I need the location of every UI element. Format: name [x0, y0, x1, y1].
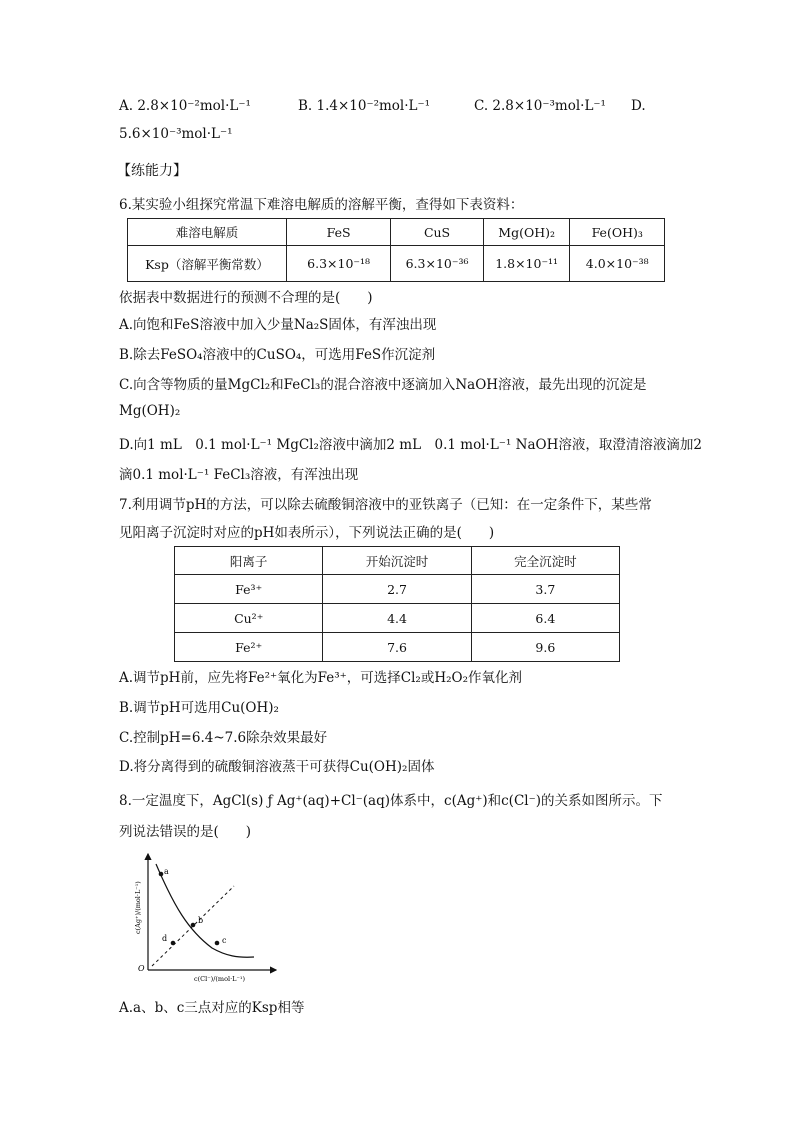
- q7-cell: 9.6: [471, 633, 619, 662]
- q7-option-d: D.将分离得到的硫酸铜溶液蒸干可获得Cu(OH)₂固体: [119, 759, 435, 775]
- q6-value-cell: 6.3×10⁻¹⁸: [286, 246, 390, 282]
- point-label-b: b: [198, 916, 204, 925]
- q7-cell: 4.4: [323, 604, 471, 633]
- q6-option-a: A.向饱和FeS溶液中加入少量Na₂S固体，有浑浊出现: [119, 317, 437, 333]
- origin-label: O: [138, 964, 145, 973]
- point-label-c: c: [222, 936, 227, 945]
- q6-option-c-cont: Mg(OH)₂: [119, 403, 181, 419]
- q6-header-cell: Fe(OH)₃: [570, 219, 665, 246]
- q7-ph-table: [174, 546, 620, 662]
- q7-cell: Fe²⁺: [175, 633, 323, 662]
- x-axis-label: c(Cl⁻)/(mol·L⁻¹): [194, 975, 246, 983]
- section-title: 【练能力】: [117, 163, 187, 179]
- q6-value-cell: 1.8×10⁻¹¹: [483, 246, 570, 282]
- q8-stem-line2: 列说法错误的是( ): [119, 824, 252, 840]
- point-label-a: a: [164, 867, 169, 876]
- point-d: [171, 941, 176, 946]
- q7-cell: 2.7: [323, 575, 471, 604]
- q6-ksp-table: [127, 218, 665, 282]
- q8-option-a: A.a、b、c三点对应的Ksp相等: [119, 1000, 305, 1016]
- q7-stem-line2: 见阳离子沉淀时对应的pH如表所示），下列说法正确的是( ): [119, 525, 495, 541]
- q6-option-d: D.向1 mL 0.1 mol·L⁻¹ MgCl₂溶液中滴加2 mL 0.1 mol·L⁻¹ NaOH溶液，取澄清溶液滴加2: [119, 437, 702, 453]
- q6-header-cell: FeS: [286, 219, 390, 246]
- q7-option-b: B.调节pH可选用Cu(OH)₂: [119, 700, 279, 716]
- point-a: [159, 872, 164, 877]
- q7-cell: 6.4: [471, 604, 619, 633]
- q6-value-cell: 6.3×10⁻³⁶: [391, 246, 484, 282]
- q7-cell: 3.7: [471, 575, 619, 604]
- q6-header-cell: CuS: [391, 219, 484, 246]
- q6-option-d-cont: 滴0.1 mol·L⁻¹ FeCl₃溶液，有浑浊出现: [119, 467, 359, 483]
- q6-option-b: B.除去FeSO₄溶液中的CuSO₄，可选用FeS作沉淀剂: [119, 347, 436, 363]
- q7-option-a: A.调节pH前，应先将Fe²⁺氧化为Fe³⁺，可选择Cl₂或H₂O₂作氧化剂: [119, 670, 522, 686]
- q6-row-label: Ksp（溶解平衡常数）: [128, 246, 287, 282]
- q5-option-d-value: 5.6×10⁻³mol·L⁻¹: [119, 126, 233, 142]
- q7-stem-line1: 7.利用调节pH的方法，可以除去硫酸铜溶液中的亚铁离子（已知：在一定条件下，某些常: [119, 497, 652, 513]
- q6-value-cell: 4.0×10⁻³⁸: [570, 246, 665, 282]
- q5-option-a: A. 2.8×10⁻²mol·L⁻¹: [119, 98, 251, 114]
- q7-header-cell: 开始沉淀时: [323, 547, 471, 575]
- q8-stem-line1: 8.一定温度下，AgCl(s) ƒ Ag⁺(aq)+Cl⁻(aq)体系中，c(Ag⁺)和c(Cl⁻)的关系如图所示。下: [119, 793, 663, 809]
- q7-option-c: C.控制pH=6.4~7.6除杂效果最好: [119, 730, 328, 746]
- q5-option-b: B. 1.4×10⁻²mol·L⁻¹: [298, 98, 431, 114]
- q6-header-cell: 难溶电解质: [128, 219, 287, 246]
- q7-cell: Fe³⁺: [175, 575, 323, 604]
- q6-header-cell: Mg(OH)₂: [483, 219, 570, 246]
- q6-option-c: C.向含等物质的量MgCl₂和FeCl₃的混合溶液中逐滴加入NaOH溶液，最先出现的沉淀是: [119, 377, 647, 393]
- point-c: [215, 941, 220, 946]
- q7-cell: 7.6: [323, 633, 471, 662]
- point-label-d: d: [162, 934, 168, 943]
- q8-solubility-graph: [126, 850, 286, 985]
- q5-option-d-label: D.: [631, 98, 646, 114]
- q6-question: 依据表中数据进行的预测不合理的是( ): [119, 290, 373, 306]
- q7-cell: Cu²⁺: [175, 604, 323, 633]
- q7-header-cell: 阳离子: [175, 547, 323, 575]
- saturation-curve: [156, 864, 254, 957]
- point-b: [191, 923, 196, 928]
- q5-option-c: C. 2.8×10⁻³mol·L⁻¹: [474, 98, 606, 114]
- y-axis-label: c(Ag⁺)/(mol·L⁻¹): [134, 881, 142, 934]
- q6-stem: 6.某实验小组探究常温下难溶电解质的溶解平衡，查得如下表资料：: [119, 197, 524, 213]
- q7-header-cell: 完全沉淀时: [471, 547, 619, 575]
